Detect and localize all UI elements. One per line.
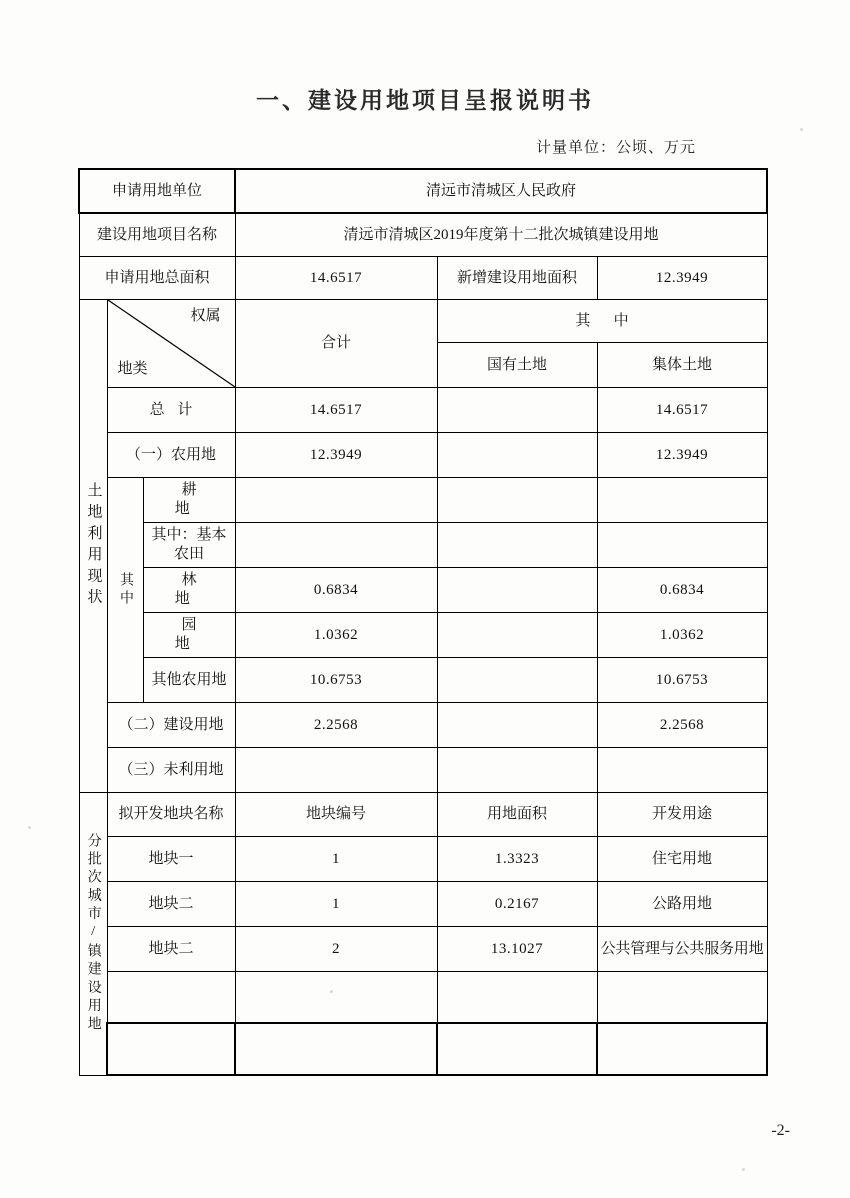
total-area-value: 14.6517 — [235, 257, 437, 300]
scan-speck — [800, 128, 803, 131]
landuse-row-collective: 0.6834 — [597, 568, 767, 613]
table-row-applicant — [79, 169, 767, 213]
scan-speck — [28, 826, 31, 829]
landuse-row-collective: 1.0362 — [597, 613, 767, 658]
corner-label-ownership: 权属 — [190, 308, 221, 324]
landuse-row-state — [437, 478, 597, 523]
table-row — [79, 703, 767, 748]
landuse-row-state — [437, 388, 597, 433]
table-row — [79, 388, 767, 433]
landuse-row-total: 10.6753 — [235, 658, 437, 703]
landuse-row-name: 其中：基本农田 — [143, 523, 235, 568]
column-header-collective: 集体土地 — [597, 343, 767, 388]
landuse-row-total — [235, 523, 437, 568]
parcel-row-code: 2 — [235, 927, 437, 972]
landuse-row-name: 林 地 — [143, 568, 235, 613]
parcel-row-area — [437, 1023, 597, 1075]
table-row — [79, 1023, 767, 1075]
landuse-row-name: （一）农用地 — [107, 433, 235, 478]
table-row-area — [79, 257, 767, 300]
table-row — [79, 433, 767, 478]
landuse-sub-side-label — [107, 478, 143, 703]
parcel-row-code: 1 — [235, 882, 437, 927]
total-area-label: 申请用地总面积 — [79, 257, 235, 300]
landuse-row-collective — [597, 478, 767, 523]
table-row — [79, 972, 767, 1024]
landuse-row-state — [437, 523, 597, 568]
landuse-row-total: 1.0362 — [235, 613, 437, 658]
landuse-side-label-text: 土地利用现状 — [85, 482, 102, 610]
applicant-label: 申请用地单位 — [79, 169, 235, 213]
landuse-row-name: 其他农用地 — [143, 658, 235, 703]
landuse-row-total: 12.3949 — [235, 433, 437, 478]
parcel-row-purpose: 住宅用地 — [597, 837, 767, 882]
parcel-header-code: 地块编号 — [235, 793, 437, 837]
parcel-row-area — [437, 972, 597, 1024]
parcel-row-name: 地块二 — [107, 882, 235, 927]
table-row — [79, 748, 767, 793]
scan-speck — [330, 990, 333, 993]
parcel-row-area: 1.3323 — [437, 837, 597, 882]
ownership-landtype-corner — [107, 300, 235, 388]
landuse-row-name: 总 计 — [107, 388, 235, 433]
parcel-row-purpose: 公共管理与公共服务用地 — [597, 927, 767, 972]
measurement-unit-note: 计量单位：公顷、万元 — [535, 140, 696, 156]
project-value: 清远市清城区2019年度第十二批次城镇建设用地 — [235, 213, 767, 257]
table-row — [79, 882, 767, 927]
parcel-row-code — [235, 972, 437, 1024]
parcel-row-name — [107, 972, 235, 1024]
parcel-side-label — [79, 793, 107, 1076]
landuse-row-state — [437, 748, 597, 793]
landuse-row-total: 14.6517 — [235, 388, 437, 433]
landuse-row-total — [235, 478, 437, 523]
landuse-row-state — [437, 613, 597, 658]
parcel-row-code — [235, 1023, 437, 1075]
column-header-group: 其 中 — [437, 300, 767, 343]
parcel-header-area: 用地面积 — [437, 793, 597, 837]
landuse-row-total — [235, 748, 437, 793]
landuse-row-collective — [597, 523, 767, 568]
project-label: 建设用地项目名称 — [79, 213, 235, 257]
parcel-row-name: 地块一 — [107, 837, 235, 882]
landuse-row-state — [437, 568, 597, 613]
column-header-total: 合计 — [235, 300, 437, 388]
page-number: -2- — [771, 1122, 790, 1139]
landuse-row-state — [437, 433, 597, 478]
landuse-row-total: 0.6834 — [235, 568, 437, 613]
landuse-row-state — [437, 658, 597, 703]
table-row — [79, 837, 767, 882]
parcel-header-name: 拟开发地块名称 — [107, 793, 235, 837]
table-row-landuse-header-top — [79, 300, 767, 343]
page-title: 一、建设用地项目呈报说明书 — [256, 88, 594, 113]
landuse-row-name: 耕 地 — [143, 478, 235, 523]
parcel-row-name: 地块二 — [107, 927, 235, 972]
parcel-row-purpose: 公路用地 — [597, 882, 767, 927]
parcel-row-purpose — [597, 972, 767, 1024]
scan-speck — [742, 1168, 745, 1171]
landuse-row-collective: 2.2568 — [597, 703, 767, 748]
parcel-side-label-text: 分批次城市/镇建设用地 — [85, 833, 101, 1035]
landuse-row-name: （二）建设用地 — [107, 703, 235, 748]
landuse-side-label — [79, 300, 107, 793]
parcel-row-purpose — [597, 1023, 767, 1075]
new-construction-area-value: 12.3949 — [597, 257, 767, 300]
new-construction-area-label: 新增建设用地面积 — [437, 257, 597, 300]
parcel-row-area: 13.1027 — [437, 927, 597, 972]
landuse-sub-side-label-text: 其中 — [118, 571, 133, 609]
landuse-row-collective: 10.6753 — [597, 658, 767, 703]
land-application-table — [78, 168, 766, 1076]
table-row-parcel-header — [79, 793, 767, 837]
landuse-row-total: 2.2568 — [235, 703, 437, 748]
landuse-row-state — [437, 703, 597, 748]
landuse-row-collective: 14.6517 — [597, 388, 767, 433]
landuse-row-collective: 12.3949 — [597, 433, 767, 478]
parcel-header-purpose: 开发用途 — [597, 793, 767, 837]
table-row — [79, 478, 767, 523]
parcel-row-code: 1 — [235, 837, 437, 882]
landuse-row-collective — [597, 748, 767, 793]
table-row — [79, 658, 767, 703]
landuse-row-name: （三）未利用地 — [107, 748, 235, 793]
applicant-value: 清远市清城区人民政府 — [235, 169, 767, 213]
table-row — [79, 613, 767, 658]
parcel-row-name — [107, 1023, 235, 1075]
column-header-state-owned: 国有土地 — [437, 343, 597, 388]
landuse-row-name: 园 地 — [143, 613, 235, 658]
corner-label-landtype: 地类 — [117, 361, 148, 378]
table-row — [79, 568, 767, 613]
table-row-project — [79, 213, 767, 257]
parcel-row-area: 0.2167 — [437, 882, 597, 927]
table-row — [79, 927, 767, 972]
table-row — [79, 523, 767, 568]
